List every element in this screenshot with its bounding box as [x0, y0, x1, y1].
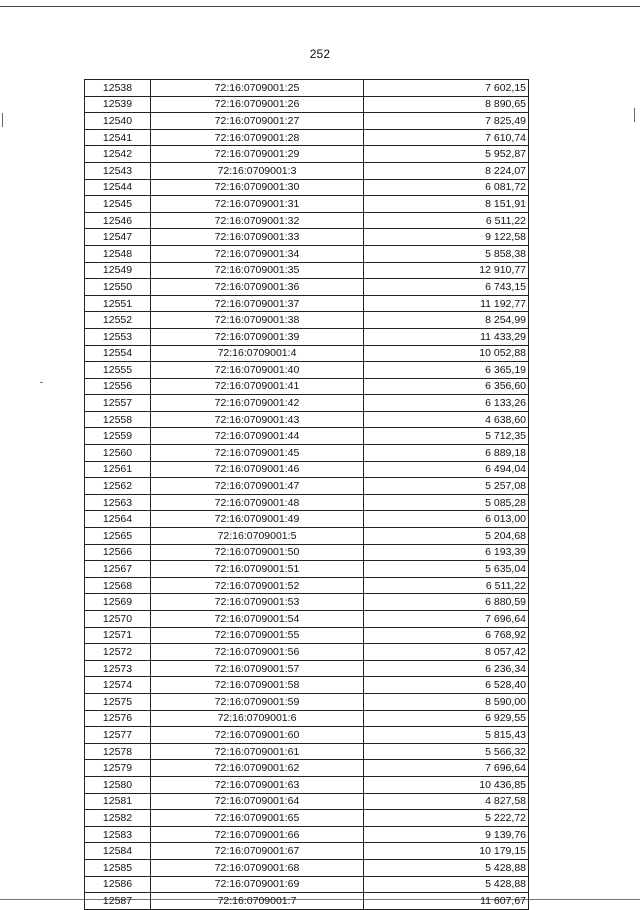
amount-cell: 8 057,42 — [364, 644, 529, 661]
row-number-cell: 12543 — [85, 162, 151, 179]
cadastral-number-cell: 72:16:0709001:64 — [151, 793, 364, 810]
amount-cell: 6 356,60 — [364, 378, 529, 395]
amount-cell: 9 139,76 — [364, 826, 529, 843]
table-row — [85, 129, 529, 146]
cadastral-number-cell: 72:16:0709001:30 — [151, 179, 364, 196]
row-number-cell: 12545 — [85, 196, 151, 213]
cadastral-number-cell: 72:16:0709001:6 — [151, 710, 364, 727]
amount-cell: 8 224,07 — [364, 162, 529, 179]
amount-cell: 7 610,74 — [364, 129, 529, 146]
table-row — [85, 229, 529, 246]
row-number-cell: 12553 — [85, 328, 151, 345]
row-number-cell: 12541 — [85, 129, 151, 146]
row-number-cell: 12550 — [85, 279, 151, 296]
cadastral-number-cell: 72:16:0709001:63 — [151, 776, 364, 793]
cadastral-number-cell: 72:16:0709001:25 — [151, 80, 364, 97]
cadastral-number-cell: 72:16:0709001:59 — [151, 693, 364, 710]
amount-cell: 7 825,49 — [364, 113, 529, 130]
amount-cell: 6 889,18 — [364, 445, 529, 462]
row-number-cell: 12558 — [85, 411, 151, 428]
cadastral-number-cell: 72:16:0709001:39 — [151, 328, 364, 345]
table-row — [85, 395, 529, 412]
cadastral-number-cell: 72:16:0709001:41 — [151, 378, 364, 395]
amount-cell: 10 052,88 — [364, 345, 529, 362]
amount-cell: 5 952,87 — [364, 146, 529, 163]
cadastral-number-cell: 72:16:0709001:34 — [151, 245, 364, 262]
cadastral-number-cell: 72:16:0709001:51 — [151, 561, 364, 578]
row-number-cell: 12564 — [85, 511, 151, 528]
table-row — [85, 212, 529, 229]
cadastral-number-cell: 72:16:0709001:3 — [151, 162, 364, 179]
row-number-cell: 12585 — [85, 859, 151, 876]
amount-cell: 11 607,67 — [364, 893, 529, 910]
table-row — [85, 312, 529, 329]
row-number-cell: 12582 — [85, 810, 151, 827]
amount-cell: 6 511,22 — [364, 212, 529, 229]
row-number-cell: 12566 — [85, 544, 151, 561]
cadastral-number-cell: 72:16:0709001:36 — [151, 279, 364, 296]
table-row — [85, 478, 529, 495]
amount-cell: 4 827,58 — [364, 793, 529, 810]
table-row — [85, 693, 529, 710]
cadastral-number-cell: 72:16:0709001:55 — [151, 627, 364, 644]
parcel-table-body — [85, 80, 529, 910]
cadastral-number-cell: 72:16:0709001:28 — [151, 129, 364, 146]
amount-cell: 8 890,65 — [364, 96, 529, 113]
amount-cell: 11 433,29 — [364, 328, 529, 345]
cadastral-number-cell: 72:16:0709001:4 — [151, 345, 364, 362]
row-number-cell: 12579 — [85, 760, 151, 777]
cadastral-number-cell: 72:16:0709001:29 — [151, 146, 364, 163]
cadastral-number-cell: 72:16:0709001:33 — [151, 229, 364, 246]
row-number-cell: 12547 — [85, 229, 151, 246]
table-row — [85, 760, 529, 777]
table-row — [85, 262, 529, 279]
row-number-cell: 12581 — [85, 793, 151, 810]
row-number-cell: 12542 — [85, 146, 151, 163]
cadastral-number-cell: 72:16:0709001:61 — [151, 743, 364, 760]
cadastral-number-cell: 72:16:0709001:46 — [151, 461, 364, 478]
row-number-cell: 12552 — [85, 312, 151, 329]
amount-cell: 5 635,04 — [364, 561, 529, 578]
cadastral-number-cell: 72:16:0709001:68 — [151, 859, 364, 876]
amount-cell: 4 638,60 — [364, 411, 529, 428]
cadastral-number-cell: 72:16:0709001:37 — [151, 295, 364, 312]
cadastral-number-cell: 72:16:0709001:7 — [151, 893, 364, 910]
cadastral-number-cell: 72:16:0709001:66 — [151, 826, 364, 843]
table-row — [85, 461, 529, 478]
row-number-cell: 12569 — [85, 594, 151, 611]
row-number-cell: 12540 — [85, 113, 151, 130]
table-row — [85, 561, 529, 578]
cadastral-number-cell: 72:16:0709001:42 — [151, 395, 364, 412]
table-row — [85, 577, 529, 594]
amount-cell: 6 081,72 — [364, 179, 529, 196]
table-row — [85, 295, 529, 312]
cadastral-number-cell: 72:16:0709001:5 — [151, 528, 364, 545]
table-row — [85, 710, 529, 727]
table-row — [85, 146, 529, 163]
amount-cell: 12 910,77 — [364, 262, 529, 279]
cadastral-number-cell: 72:16:0709001:58 — [151, 677, 364, 694]
cadastral-number-cell: 72:16:0709001:31 — [151, 196, 364, 213]
row-number-cell: 12546 — [85, 212, 151, 229]
right-margin-mark — [634, 108, 635, 122]
cadastral-number-cell: 72:16:0709001:62 — [151, 760, 364, 777]
table-row — [85, 793, 529, 810]
table-row — [85, 245, 529, 262]
cadastral-number-cell: 72:16:0709001:50 — [151, 544, 364, 561]
table-row — [85, 727, 529, 744]
amount-cell: 9 122,58 — [364, 229, 529, 246]
row-number-cell: 12568 — [85, 577, 151, 594]
row-number-cell: 12584 — [85, 843, 151, 860]
amount-cell: 10 179,15 — [364, 843, 529, 860]
amount-cell: 5 712,35 — [364, 428, 529, 445]
amount-cell: 6 193,39 — [364, 544, 529, 561]
row-number-cell: 12538 — [85, 80, 151, 97]
row-number-cell: 12580 — [85, 776, 151, 793]
table-row — [85, 627, 529, 644]
table-row — [85, 411, 529, 428]
table-row — [85, 428, 529, 445]
amount-cell: 6 929,55 — [364, 710, 529, 727]
row-number-cell: 12586 — [85, 876, 151, 893]
cadastral-number-cell: 72:16:0709001:26 — [151, 96, 364, 113]
table-row — [85, 511, 529, 528]
cadastral-number-cell: 72:16:0709001:35 — [151, 262, 364, 279]
row-number-cell: 12549 — [85, 262, 151, 279]
amount-cell: 5 428,88 — [364, 859, 529, 876]
amount-cell: 7 602,15 — [364, 80, 529, 97]
row-number-cell: 12560 — [85, 445, 151, 462]
table-row — [85, 743, 529, 760]
cadastral-number-cell: 72:16:0709001:38 — [151, 312, 364, 329]
scan-top-edge — [0, 6, 640, 7]
cadastral-number-cell: 72:16:0709001:40 — [151, 362, 364, 379]
amount-cell: 6 013,00 — [364, 511, 529, 528]
cadastral-number-cell: 72:16:0709001:43 — [151, 411, 364, 428]
amount-cell: 5 257,08 — [364, 478, 529, 495]
cadastral-number-cell: 72:16:0709001:60 — [151, 727, 364, 744]
table-row — [85, 594, 529, 611]
row-number-cell: 12551 — [85, 295, 151, 312]
amount-cell: 11 192,77 — [364, 295, 529, 312]
row-number-cell: 12556 — [85, 378, 151, 395]
row-number-cell: 12574 — [85, 677, 151, 694]
table-row — [85, 611, 529, 628]
amount-cell: 6 743,15 — [364, 279, 529, 296]
table-row — [85, 810, 529, 827]
table-row — [85, 113, 529, 130]
amount-cell: 6 236,34 — [364, 660, 529, 677]
amount-cell: 7 696,64 — [364, 611, 529, 628]
amount-cell: 5 085,28 — [364, 494, 529, 511]
row-number-cell: 12575 — [85, 693, 151, 710]
table-row — [85, 660, 529, 677]
cadastral-number-cell: 72:16:0709001:47 — [151, 478, 364, 495]
row-number-cell: 12577 — [85, 727, 151, 744]
table-row — [85, 644, 529, 661]
amount-cell: 6 880,59 — [364, 594, 529, 611]
table-row — [85, 859, 529, 876]
row-number-cell: 12554 — [85, 345, 151, 362]
row-number-cell: 12583 — [85, 826, 151, 843]
table-row — [85, 445, 529, 462]
left-margin-mark — [2, 113, 3, 127]
table-row — [85, 362, 529, 379]
row-number-cell: 12557 — [85, 395, 151, 412]
amount-cell: 8 151,91 — [364, 196, 529, 213]
amount-cell: 8 590,00 — [364, 693, 529, 710]
amount-cell: 5 222,72 — [364, 810, 529, 827]
cadastral-number-cell: 72:16:0709001:67 — [151, 843, 364, 860]
cadastral-number-cell: 72:16:0709001:48 — [151, 494, 364, 511]
table-row — [85, 893, 529, 910]
table-row — [85, 378, 529, 395]
amount-cell: 8 254,99 — [364, 312, 529, 329]
row-number-cell: 12587 — [85, 893, 151, 910]
row-number-cell: 12561 — [85, 461, 151, 478]
row-number-cell: 12570 — [85, 611, 151, 628]
amount-cell: 5 858,38 — [364, 245, 529, 262]
amount-cell: 6 768,92 — [364, 627, 529, 644]
cadastral-number-cell: 72:16:0709001:57 — [151, 660, 364, 677]
amount-cell: 5 815,43 — [364, 727, 529, 744]
table-row — [85, 279, 529, 296]
table-row — [85, 179, 529, 196]
cadastral-number-cell: 72:16:0709001:45 — [151, 445, 364, 462]
page-number: 252 — [309, 47, 331, 61]
cadastral-number-cell: 72:16:0709001:65 — [151, 810, 364, 827]
table-row — [85, 876, 529, 893]
amount-cell: 6 528,40 — [364, 677, 529, 694]
parcel-table — [84, 79, 529, 910]
cadastral-number-cell: 72:16:0709001:49 — [151, 511, 364, 528]
table-row — [85, 345, 529, 362]
table-row — [85, 528, 529, 545]
cadastral-number-cell: 72:16:0709001:27 — [151, 113, 364, 130]
table-row — [85, 843, 529, 860]
table-row — [85, 196, 529, 213]
scan-speck — [40, 382, 43, 383]
row-number-cell: 12544 — [85, 179, 151, 196]
row-number-cell: 12565 — [85, 528, 151, 545]
row-number-cell: 12578 — [85, 743, 151, 760]
row-number-cell: 12555 — [85, 362, 151, 379]
row-number-cell: 12539 — [85, 96, 151, 113]
row-number-cell: 12571 — [85, 627, 151, 644]
row-number-cell: 12548 — [85, 245, 151, 262]
table-row — [85, 162, 529, 179]
amount-cell: 7 696,64 — [364, 760, 529, 777]
cadastral-number-cell: 72:16:0709001:54 — [151, 611, 364, 628]
amount-cell: 5 428,88 — [364, 876, 529, 893]
amount-cell: 5 204,68 — [364, 528, 529, 545]
amount-cell: 10 436,85 — [364, 776, 529, 793]
table-row — [85, 96, 529, 113]
amount-cell: 6 365,19 — [364, 362, 529, 379]
table-row — [85, 544, 529, 561]
cadastral-number-cell: 72:16:0709001:52 — [151, 577, 364, 594]
cadastral-number-cell: 72:16:0709001:69 — [151, 876, 364, 893]
table-row — [85, 80, 529, 97]
cadastral-number-cell: 72:16:0709001:32 — [151, 212, 364, 229]
amount-cell: 6 133,26 — [364, 395, 529, 412]
cadastral-number-cell: 72:16:0709001:56 — [151, 644, 364, 661]
row-number-cell: 12567 — [85, 561, 151, 578]
table-row — [85, 328, 529, 345]
cadastral-number-cell: 72:16:0709001:44 — [151, 428, 364, 445]
table-row — [85, 776, 529, 793]
row-number-cell: 12562 — [85, 478, 151, 495]
cadastral-number-cell: 72:16:0709001:53 — [151, 594, 364, 611]
table-row — [85, 826, 529, 843]
table-row — [85, 677, 529, 694]
amount-cell: 6 494,04 — [364, 461, 529, 478]
row-number-cell: 12576 — [85, 710, 151, 727]
row-number-cell: 12563 — [85, 494, 151, 511]
table-row — [85, 494, 529, 511]
row-number-cell: 12573 — [85, 660, 151, 677]
amount-cell: 5 566,32 — [364, 743, 529, 760]
row-number-cell: 12559 — [85, 428, 151, 445]
amount-cell: 6 511,22 — [364, 577, 529, 594]
row-number-cell: 12572 — [85, 644, 151, 661]
